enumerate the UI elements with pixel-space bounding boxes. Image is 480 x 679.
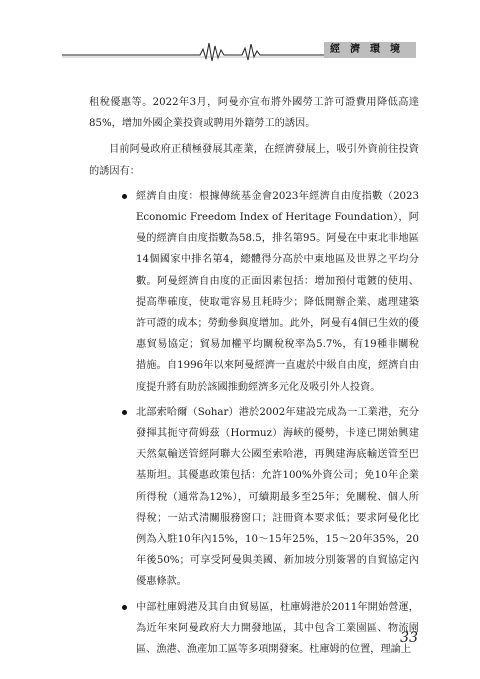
page-number: 33 — [400, 630, 418, 646]
bullet-item — [89, 597, 419, 661]
section-title: 經濟環境 — [324, 42, 416, 58]
paragraph: 目前阿曼政府正積極發展其產業，在經濟發展上，吸引外資前往投資的誘因有： — [89, 144, 419, 177]
bullet-item — [89, 186, 419, 398]
bullet-item — [89, 402, 419, 593]
bullet-text: 北部索哈爾（Sohar）港於2002年建設完成為一工業港，充分發揮其扼守荷姆茲（Hormuz）海峽的優勢，卡達已開始興建天然氣輸送管經阿聯大公國至索哈港，再興建海底輸送管至巴基斯坦。其優惠政策包括：允許100%外資公司；免10年企業所得稅（通常為12%），可續期最多至25年；免關稅、個人所得稅；一站式清關服務窗口；註冊資本要求低；要求阿曼化比例為入駐10年內15%，10～15年25%，15～20年35%，20年後50%；可享受阿曼與美國、新加坡分別簽署的自貿協定內優惠條款。 — [136, 406, 419, 588]
bullet-dot-icon — [122, 410, 127, 415]
bullet-text: 經濟自由度：根據傳統基金會2023年經濟自由度指數（2023 Economic Freedom Index of Heritage Foundation），阿曼的經濟自由度指數為58.5，排名第95。阿曼在中東北非地區14個國家中排名第4，總體得分高於中東地區及世界之平均分數。阿曼經濟自由度的正面因素包括：增加預付電鍍的使用、提高準確度，使取電容易且耗時少；降低開辦企業、處理建築許可證的成本；勞動參與度增加。此外，阿曼有4個已生效的優惠貿易協定；貿易加權平均關稅稅率為5.7%，有19種非關稅措施。自1996年以來阿曼經濟一直處於中級自由度，經濟自由度提升將有助於該國推動經濟多元化及吸引外人投資。 — [136, 190, 419, 393]
bullet-dot-icon — [122, 605, 127, 610]
bullet-text: 中部杜庫姆港及其自由貿易區，杜庫姆港於2011年開始營運，為近年來阿曼政府大力開發地區，其中包含工業園區、物流園區、漁港、漁產加工區等多項開發案。杜庫姆的位置，理論上 — [136, 601, 419, 656]
bullet-dot-icon — [122, 194, 127, 199]
bullet-list — [89, 186, 419, 660]
paragraph: 租稅優惠等。2022年3月，阿曼亦宣布將外國勞工許可證費用降低高達85%，增加外國企業投資或聘用外籍勞工的誘因。 — [89, 97, 419, 130]
running-header — [62, 38, 416, 64]
body-text — [89, 92, 419, 664]
